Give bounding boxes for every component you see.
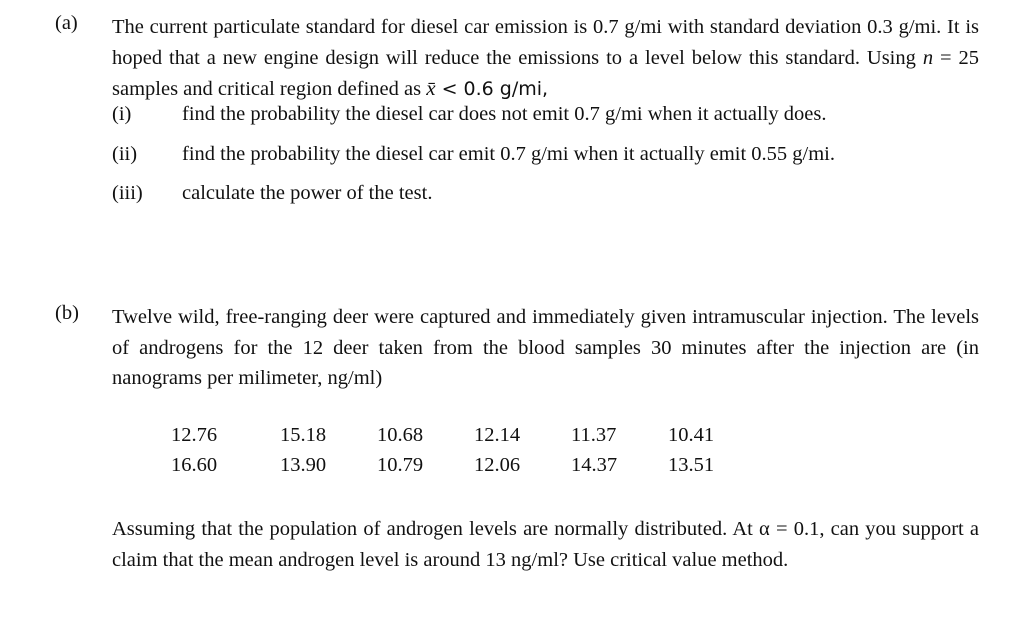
part-b-question: Assuming that the population of androgen levels are normally distributed. At α = 0.1, can you support a claim that the mean androgen level is around 13 ng/ml? Use critical value method.: [112, 518, 979, 571]
critical-region-inequality: < 0.6 g/mi,: [435, 78, 549, 100]
critical-region-math: [426, 78, 548, 100]
data-value: 15.18: [280, 424, 327, 446]
data-value: 10.79: [377, 454, 424, 476]
part-a-label: (a): [55, 12, 78, 34]
item-iii-label: (iii): [112, 182, 143, 204]
part-a-intro: [112, 12, 979, 105]
sample-size-variable: n: [922, 46, 934, 69]
item-i-text: find the probability the diesel car does not emit 0.7 g/mi when it actually does.: [182, 103, 827, 125]
data-value: 14.37: [571, 454, 618, 476]
data-value: 11.37: [571, 424, 617, 446]
part-b-intro: Twelve wild, free-ranging deer were captured and immediately given intramuscular injection. The levels of androgens for the 12 deer taken from the blood samples 30 minutes after the injection are (in nanograms per milimeter, ng/ml): [112, 306, 979, 389]
item-ii-label: (ii): [112, 143, 138, 165]
data-value: 12.14: [474, 424, 521, 446]
data-value: 13.90: [280, 454, 327, 476]
sample-size-text: = 25 samples and critical region defined as: [112, 46, 980, 100]
data-value: 10.41: [668, 424, 715, 446]
data-value: 12.06: [474, 454, 521, 476]
data-value: 12.76: [171, 424, 218, 446]
item-ii-text: find the probability the diesel car emit 0.7 g/mi when it actually emit 0.55 g/mi.: [182, 143, 836, 165]
data-value: 16.60: [171, 454, 218, 476]
xbar-symbol: x̄: [426, 76, 436, 100]
data-value: 10.68: [377, 424, 424, 446]
part-b-label: (b): [55, 302, 79, 324]
item-i-label: (i): [112, 103, 132, 125]
data-value: 13.51: [668, 454, 715, 476]
part-a-intro-pre: The current particulate standard for diesel car emission is 0.7 g/mi with standard deviation 0.3 g/mi. It is hoped that a new engine design will reduce the emissions to a level below this standard. Using: [112, 16, 979, 69]
item-iii-text: calculate the power of the test.: [182, 182, 433, 204]
